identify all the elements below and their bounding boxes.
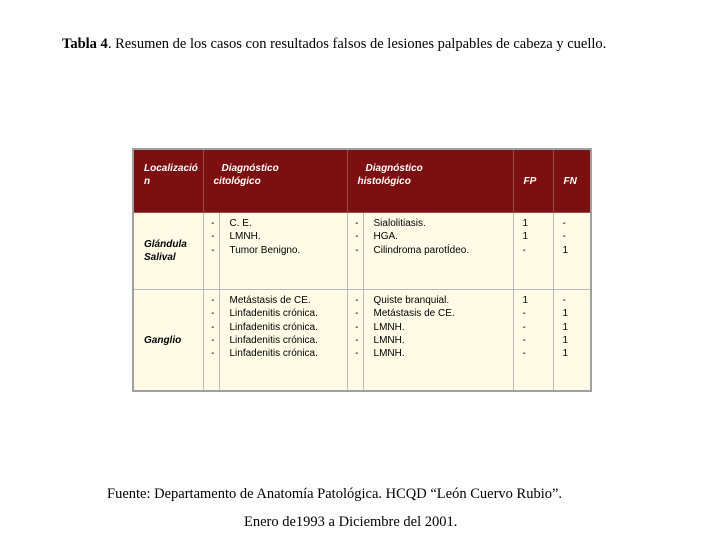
- row-dash-col: [347, 290, 363, 392]
- dash-cell: -: [355, 218, 359, 229]
- results-table: [132, 148, 592, 392]
- histologico-cell: Metástasis de CE.: [373, 308, 455, 320]
- fn-cell: 1: [562, 348, 569, 360]
- row-localizacion-line: Salival: [144, 252, 176, 263]
- row-histologico: [363, 290, 513, 392]
- date-range-note: Enero de1993 a Diciembre del 2001.: [244, 514, 458, 530]
- fn-cell: -: [562, 218, 566, 229]
- citologico-cell: C. E.: [229, 218, 252, 229]
- header-histologico-line: histológico: [357, 176, 411, 187]
- dash-cell: -: [355, 334, 359, 346]
- fp-cell: -: [522, 321, 526, 333]
- header-fp-label: FP: [523, 175, 537, 187]
- dash-cell: -: [355, 295, 359, 306]
- citologico-cell: Tumor Benigno.: [229, 244, 301, 256]
- fn-cell: -: [562, 231, 566, 243]
- dash-cell: -: [211, 308, 215, 320]
- fp-cell: -: [522, 348, 526, 360]
- fp-cell: 1: [522, 295, 529, 306]
- dash-cell: -: [211, 334, 215, 346]
- row-histologico: [363, 213, 513, 290]
- header-citologico-line: Diagnóstico: [221, 163, 279, 174]
- histologico-cell: HGA.: [373, 231, 398, 243]
- row-dash-col: [347, 213, 363, 290]
- table-caption: [62, 36, 712, 53]
- fn-cell: 1: [562, 244, 569, 256]
- row-fp: [513, 290, 553, 392]
- header-fn-label: FN: [563, 175, 577, 187]
- fp-cell: 1: [522, 231, 529, 243]
- fn-cell: -: [562, 295, 566, 306]
- row-fn: [553, 213, 591, 290]
- histologico-cell: LMNH.: [373, 348, 405, 360]
- table-row: [133, 213, 591, 290]
- dash-cell: -: [355, 231, 359, 243]
- citologico-cell: Metástasis de CE.: [229, 295, 311, 306]
- row-dash-col: [203, 290, 219, 392]
- header-localizacion: [133, 149, 203, 213]
- dash-cell: -: [355, 244, 359, 256]
- fp-cell: -: [522, 334, 526, 346]
- row-fp: [513, 213, 553, 290]
- header-histologico-line: Diagnóstico: [365, 163, 423, 174]
- histologico-cell: Cilindroma parotÍdeo.: [373, 244, 470, 256]
- header-localizacion-line: n: [144, 176, 151, 187]
- header-localizacion-line: Localizació: [144, 163, 198, 174]
- citologico-cell: Linfadenitis crónica.: [229, 334, 318, 346]
- dash-cell: -: [211, 231, 215, 243]
- table-row: [133, 290, 591, 392]
- caption-text: . Resumen de los casos con resultados falsos de lesiones palpables de cabeza y cuello.: [107, 36, 607, 52]
- row-localizacion: [133, 290, 203, 392]
- dash-cell: -: [211, 218, 215, 229]
- dash-cell: -: [355, 321, 359, 333]
- caption-label: Tabla 4: [62, 36, 108, 52]
- dash-cell: -: [211, 295, 215, 306]
- row-dash-col: [203, 213, 219, 290]
- dash-cell: -: [211, 321, 215, 333]
- histologico-cell: LMNH.: [373, 334, 405, 346]
- row-localizacion: [133, 213, 203, 290]
- histologico-cell: Sialolitiasis.: [373, 218, 426, 229]
- histologico-cell: LMNH.: [373, 321, 405, 333]
- header-fn: [553, 149, 591, 213]
- header-citologico-line: citológico: [213, 176, 261, 187]
- citologico-cell: Linfadenitis crónica.: [229, 348, 318, 360]
- row-localizacion-line: Glándula: [144, 239, 187, 250]
- header-fp: [513, 149, 553, 213]
- citologico-cell: Linfadenitis crónica.: [229, 321, 318, 333]
- header-citologico: [203, 149, 347, 213]
- dash-cell: -: [211, 244, 215, 256]
- histologico-cell: Quiste branquial.: [373, 295, 450, 306]
- fn-cell: 1: [562, 321, 569, 333]
- dash-cell: -: [355, 348, 359, 360]
- fp-cell: -: [522, 244, 526, 256]
- citologico-cell: Linfadenitis crónica.: [229, 308, 318, 320]
- fn-cell: 1: [562, 308, 569, 320]
- dash-cell: -: [355, 308, 359, 320]
- fp-cell: -: [522, 308, 526, 320]
- source-note: Fuente: Departamento de Anatomía Patológica. HCQD “León Cuervo Rubio”.: [107, 486, 563, 502]
- row-citologico: [219, 290, 347, 392]
- fn-cell: 1: [562, 334, 569, 346]
- header-histologico: [347, 149, 513, 213]
- fp-cell: 1: [522, 218, 529, 229]
- citologico-cell: LMNH.: [229, 231, 261, 243]
- dash-cell: -: [211, 348, 215, 360]
- row-localizacion-line: Ganglio: [144, 334, 182, 346]
- table-header-row: [133, 149, 591, 213]
- row-citologico: [219, 213, 347, 290]
- row-fn: [553, 290, 591, 392]
